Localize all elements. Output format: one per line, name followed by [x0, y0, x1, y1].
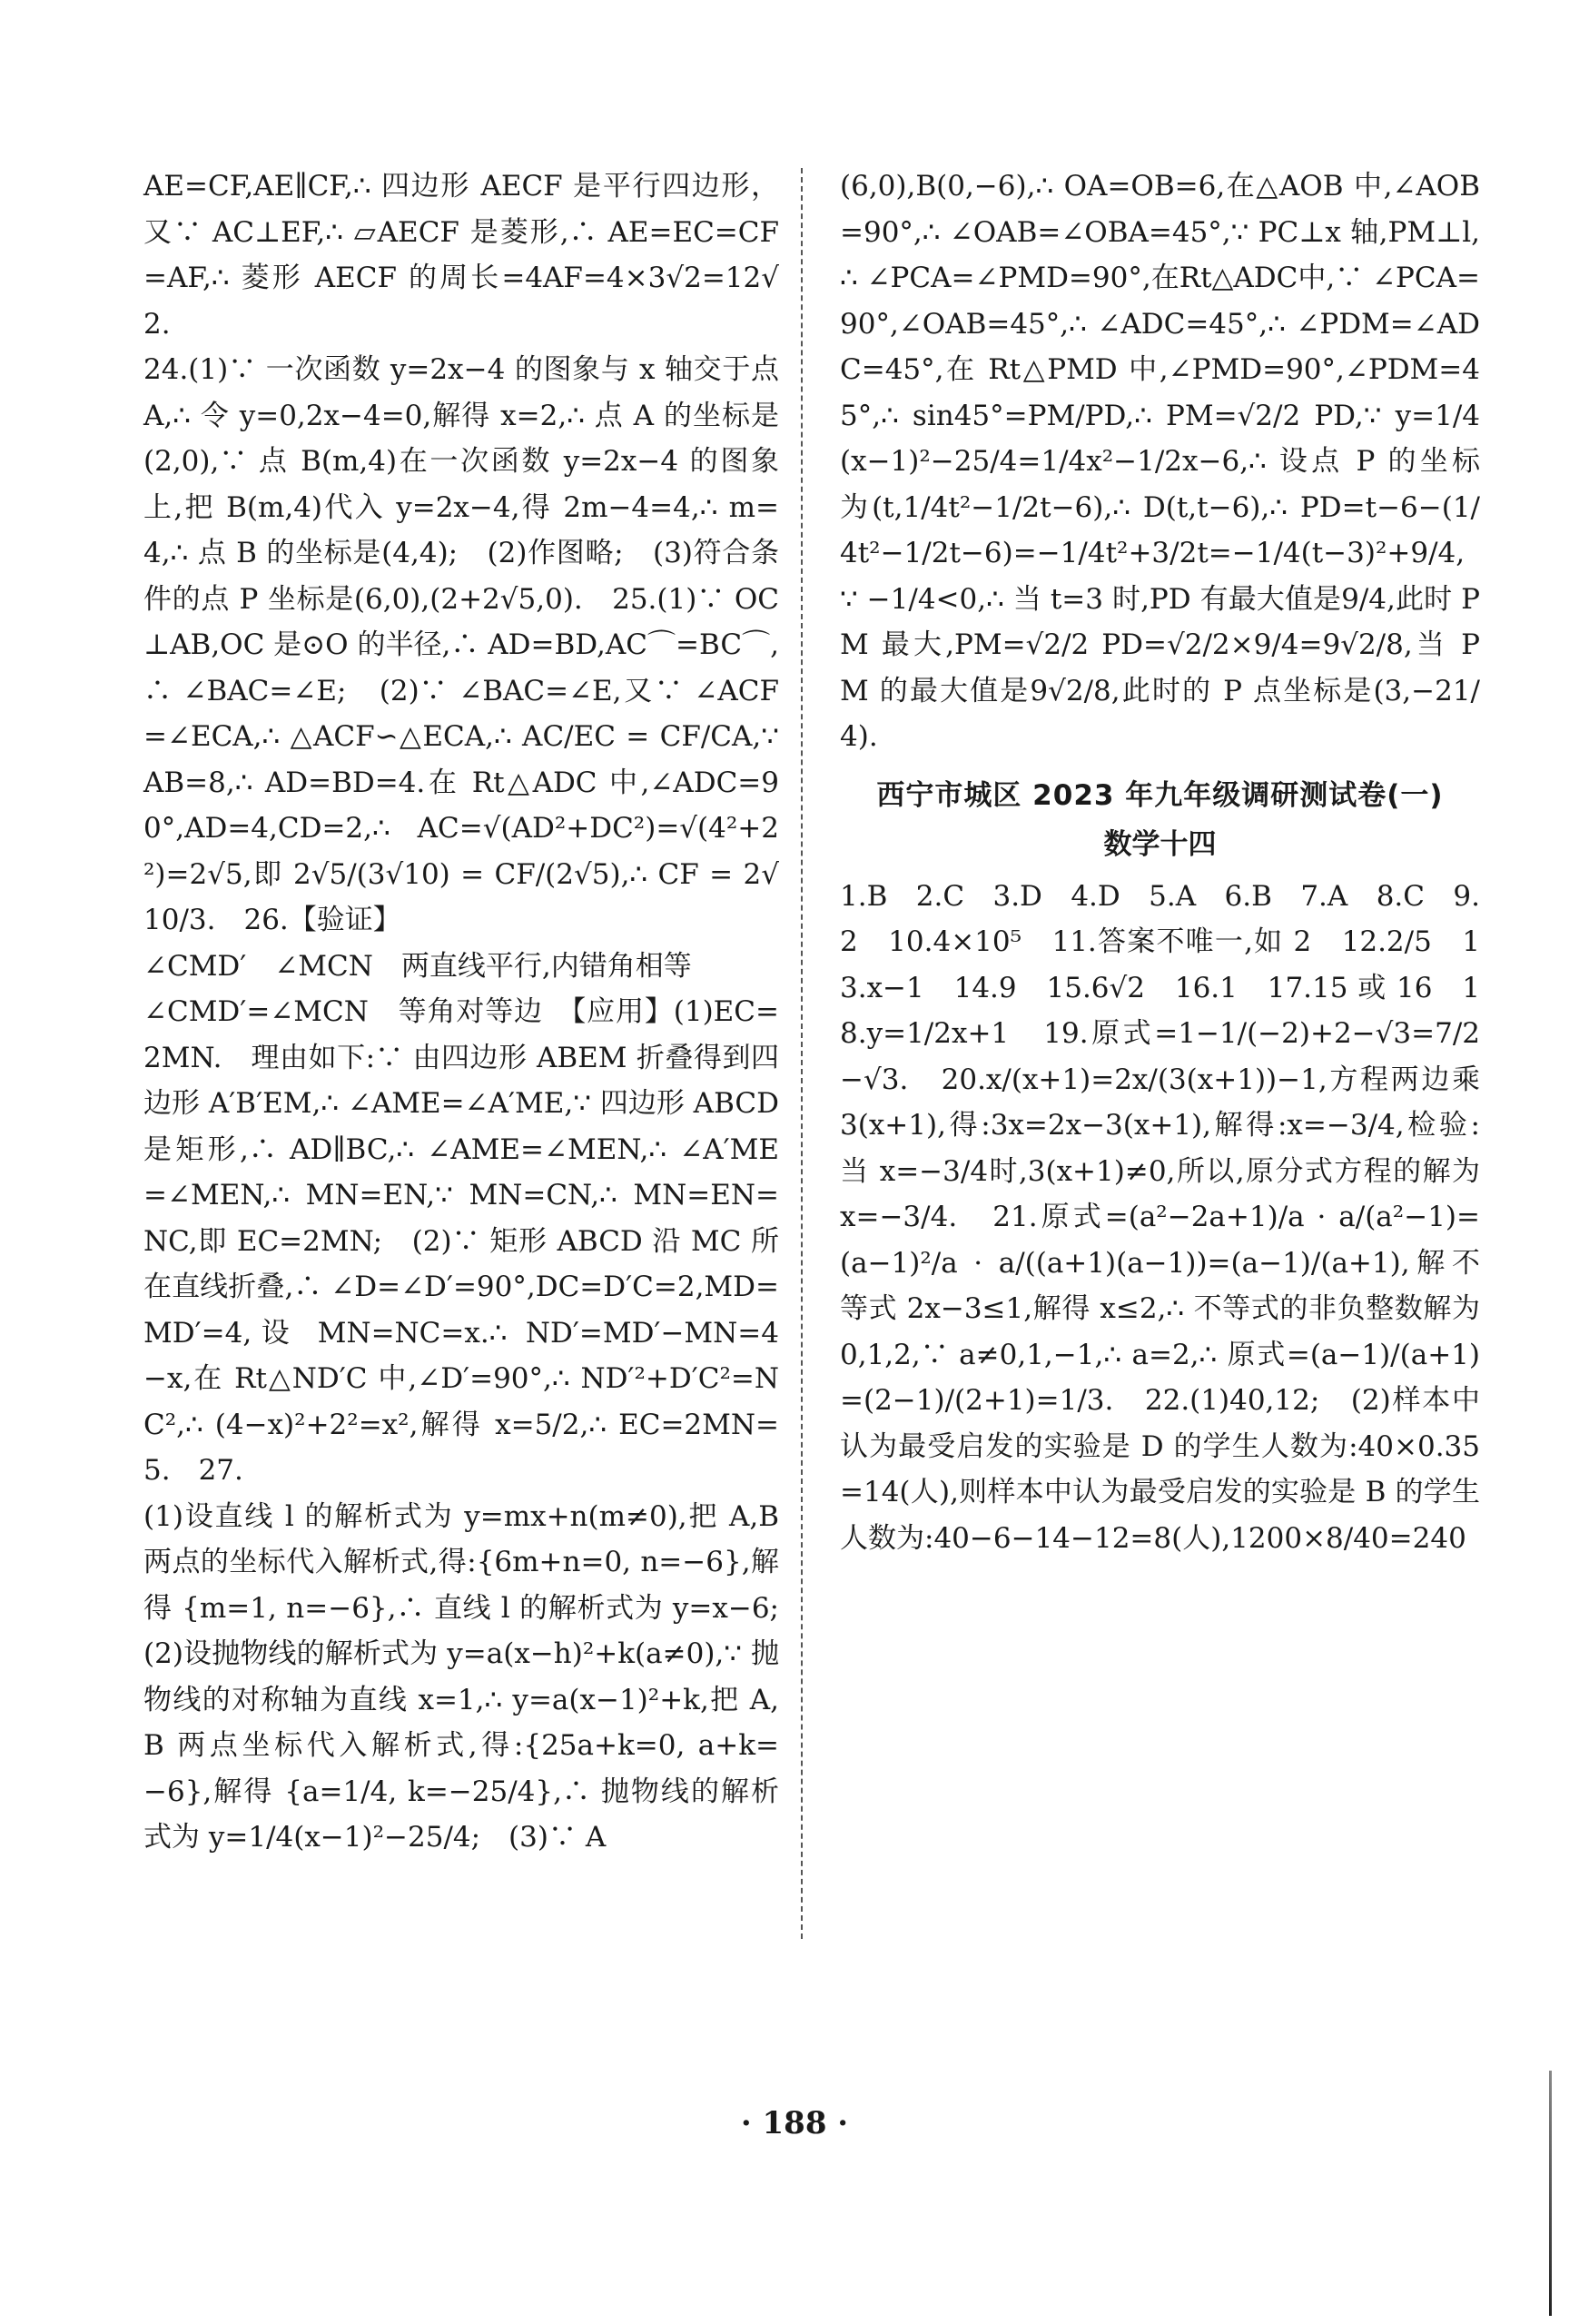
section-title: 西宁市城区 2023 年九年级调研测试卷(一)	[876, 778, 1444, 812]
answer-paragraph: AE=CF,AE∥CF,∴ 四边形 AECF 是平行四边形，又∵ AC⊥EF,∴ ▱AECF 是菱形,∴ AE=EC=CF=AF,∴ 菱形 AECF 的周长=4AF=4×3√2=12√2.	[143, 170, 779, 341]
right-column	[840, 163, 1480, 1561]
answer-paragraph: 24.(1)∵ 一次函数 y=2x−4 的图象与 x 轴交于点 A,∴ 令 y=0,2x−4=0,解得 x=2,∴ 点 A 的坐标是(2,0),∵ 点 B(m,4)在一次函数 y=2x−4 的图象上,把 B(m,4)代入 y=2x−4,得 2m−4=4,∴ m=4,∴ 点 B 的坐标是(4,4); (2)作图略; (3)符合条件的点 P 坐标是(6,0),(2+2√5,0). 25.(1)∵ OC⊥AB,OC 是⊙O 的半径,∴ AD=BD,AC⌒=BC⌒,∴ ∠BAC=∠E; (2)∵ ∠BAC=∠E,又∵ ∠ACF=∠ECA,∴ △ACF∽△ECA,∴ AC/EC = CF/CA,∵ AB=8,∴ AD=BD=4.在 Rt△ADC 中,∠ADC=90°,AD=4,CD=2,∴ AC=√(AD²+DC²)=√(4²+2²)=2√5,即 2√5/(3√10) = CF/(2√5),∴ CF = 2√10/3. 26.【验证】	[143, 353, 779, 936]
answer-paragraph: 1.B 2.C 3.D 4.D 5.A 6.B 7.A 8.C 9.2 10.4×10⁵ 11.答案不唯一,如 2 12.2/5 13.x−1 14.9 15.6√2 16.1 17.15 或 16 18.y=1/2x+1 19.原式=1−1/(−2)+2−√3=7/2−√3. 20.x/(x+1)=2x/(3(x+1))−1,方程两边乘 3(x+1),得:3x=2x−3(x+1),解得:x=−3/4,检验:当 x=−3/4时,3(x+1)≠0,所以,原分式方程的解为 x=−3/4. 21.原式=(a²−2a+1)/a · a/(a²−1)=(a−1)²/a · a/((a+1)(a−1))=(a−1)/(a+1),解不等式 2x−3≤1,解得 x≤2,∴ 不等式的非负整数解为 0,1,2,∵ a≠0,1,−1,∴ a=2,∴ 原式=(a−1)/(a+1)=(2−1)/(2+1)=1/3. 22.(1)40,12; (2)样本中认为最受启发的实验是 D 的学生人数为:40×0.35=14(人),则样本中认为最受启发的实验是 B 的学生人数为:40−6−14−12=8(人),1200×8/40=240	[840, 879, 1480, 1555]
scan-edge-mark	[1549, 2071, 1552, 2316]
answer-paragraph: ∠CMD′=∠MCN 等角对等边 【应用】(1)EC=2MN. 理由如下:∵ 由四边形 ABEM 折叠得到四边形 A′B′EM,∴ ∠AME=∠A′ME,∵ 四边形 ABCD 是矩形,∴ AD∥BC,∴ ∠AME=∠MEN,∴ ∠A′ME=∠MEN,∴ MN=EN,∵ MN=CN,∴ MN=EN=NC,即 EC=2MN; (2)∵ 矩形 ABCD 沿 MC 所在直线折叠,∴ ∠D=∠D′=90°,DC=D′C=2,MD=MD′=4,设 MN=NC=x.∴ ND′=MD′−MN=4−x,在 Rt△ND′C 中,∠D′=90°,∴ ND′²+D′C²=NC²,∴ (4−x)²+2²=x²,解得 x=5/2,∴ EC=2MN=5. 27.	[143, 995, 779, 1487]
answer-paragraph: ∠CMD′ ∠MCN 两直线平行,内错角相等	[143, 949, 692, 983]
column-divider	[801, 168, 803, 1939]
page-number: · 188 ·	[740, 2105, 849, 2141]
left-column	[143, 163, 807, 1861]
section-subtitle: 数学十四	[1103, 828, 1217, 861]
answer-paragraph: (6,0),B(0,−6),∴ OA=OB=6,在△AOB 中,∠AOB=90°,∴ ∠OAB=∠OBA=45°,∵ PC⊥x 轴,PM⊥l,∴ ∠PCA=∠PMD=90°,在Rt△ADC中,∵ ∠PCA=90°,∠OAB=45°,∴ ∠ADC=45°,∴ ∠PDM=∠ADC=45°,在 Rt△PMD 中,∠PMD=90°,∠PDM=45°,∴ sin45°=PM/PD,∴ PM=√2/2 PD,∵ y=1/4(x−1)²−25/4=1/4x²−1/2x−6,∴ 设点 P 的坐标为(t,1/4t²−1/2t−6),∴ D(t,t−6),∴ PD=t−6−(1/4t²−1/2t−6)=−1/4t²+3/2t=−1/4(t−3)²+9/4,∵ −1/4<0,∴ 当 t=3 时,PD 有最大值是9/4,此时 PM 最大,PM=√2/2 PD=√2/2×9/4=9√2/8,当 PM 的最大值是9√2/8,此时的 P 点坐标是(3,−21/4).	[840, 170, 1480, 753]
answer-paragraph: (1)设直线 l 的解析式为 y=mx+n(m≠0),把 A,B 两点的坐标代入解析式,得:{6m+n=0, n=−6},解得 {m=1, n=−6},∴ 直线 l 的解析式为 y=x−6; (2)设抛物线的解析式为 y=a(x−h)²+k(a≠0),∵ 抛物线的对称轴为直线 x=1,∴ y=a(x−1)²+k,把 A,B 两点坐标代入解析式,得:{25a+k=0, a+k=−6},解得 {a=1/4, k=−25/4},∴ 抛物线的解析式为 y=1/4(x−1)²−25/4; (3)∵ A	[143, 1499, 807, 1854]
